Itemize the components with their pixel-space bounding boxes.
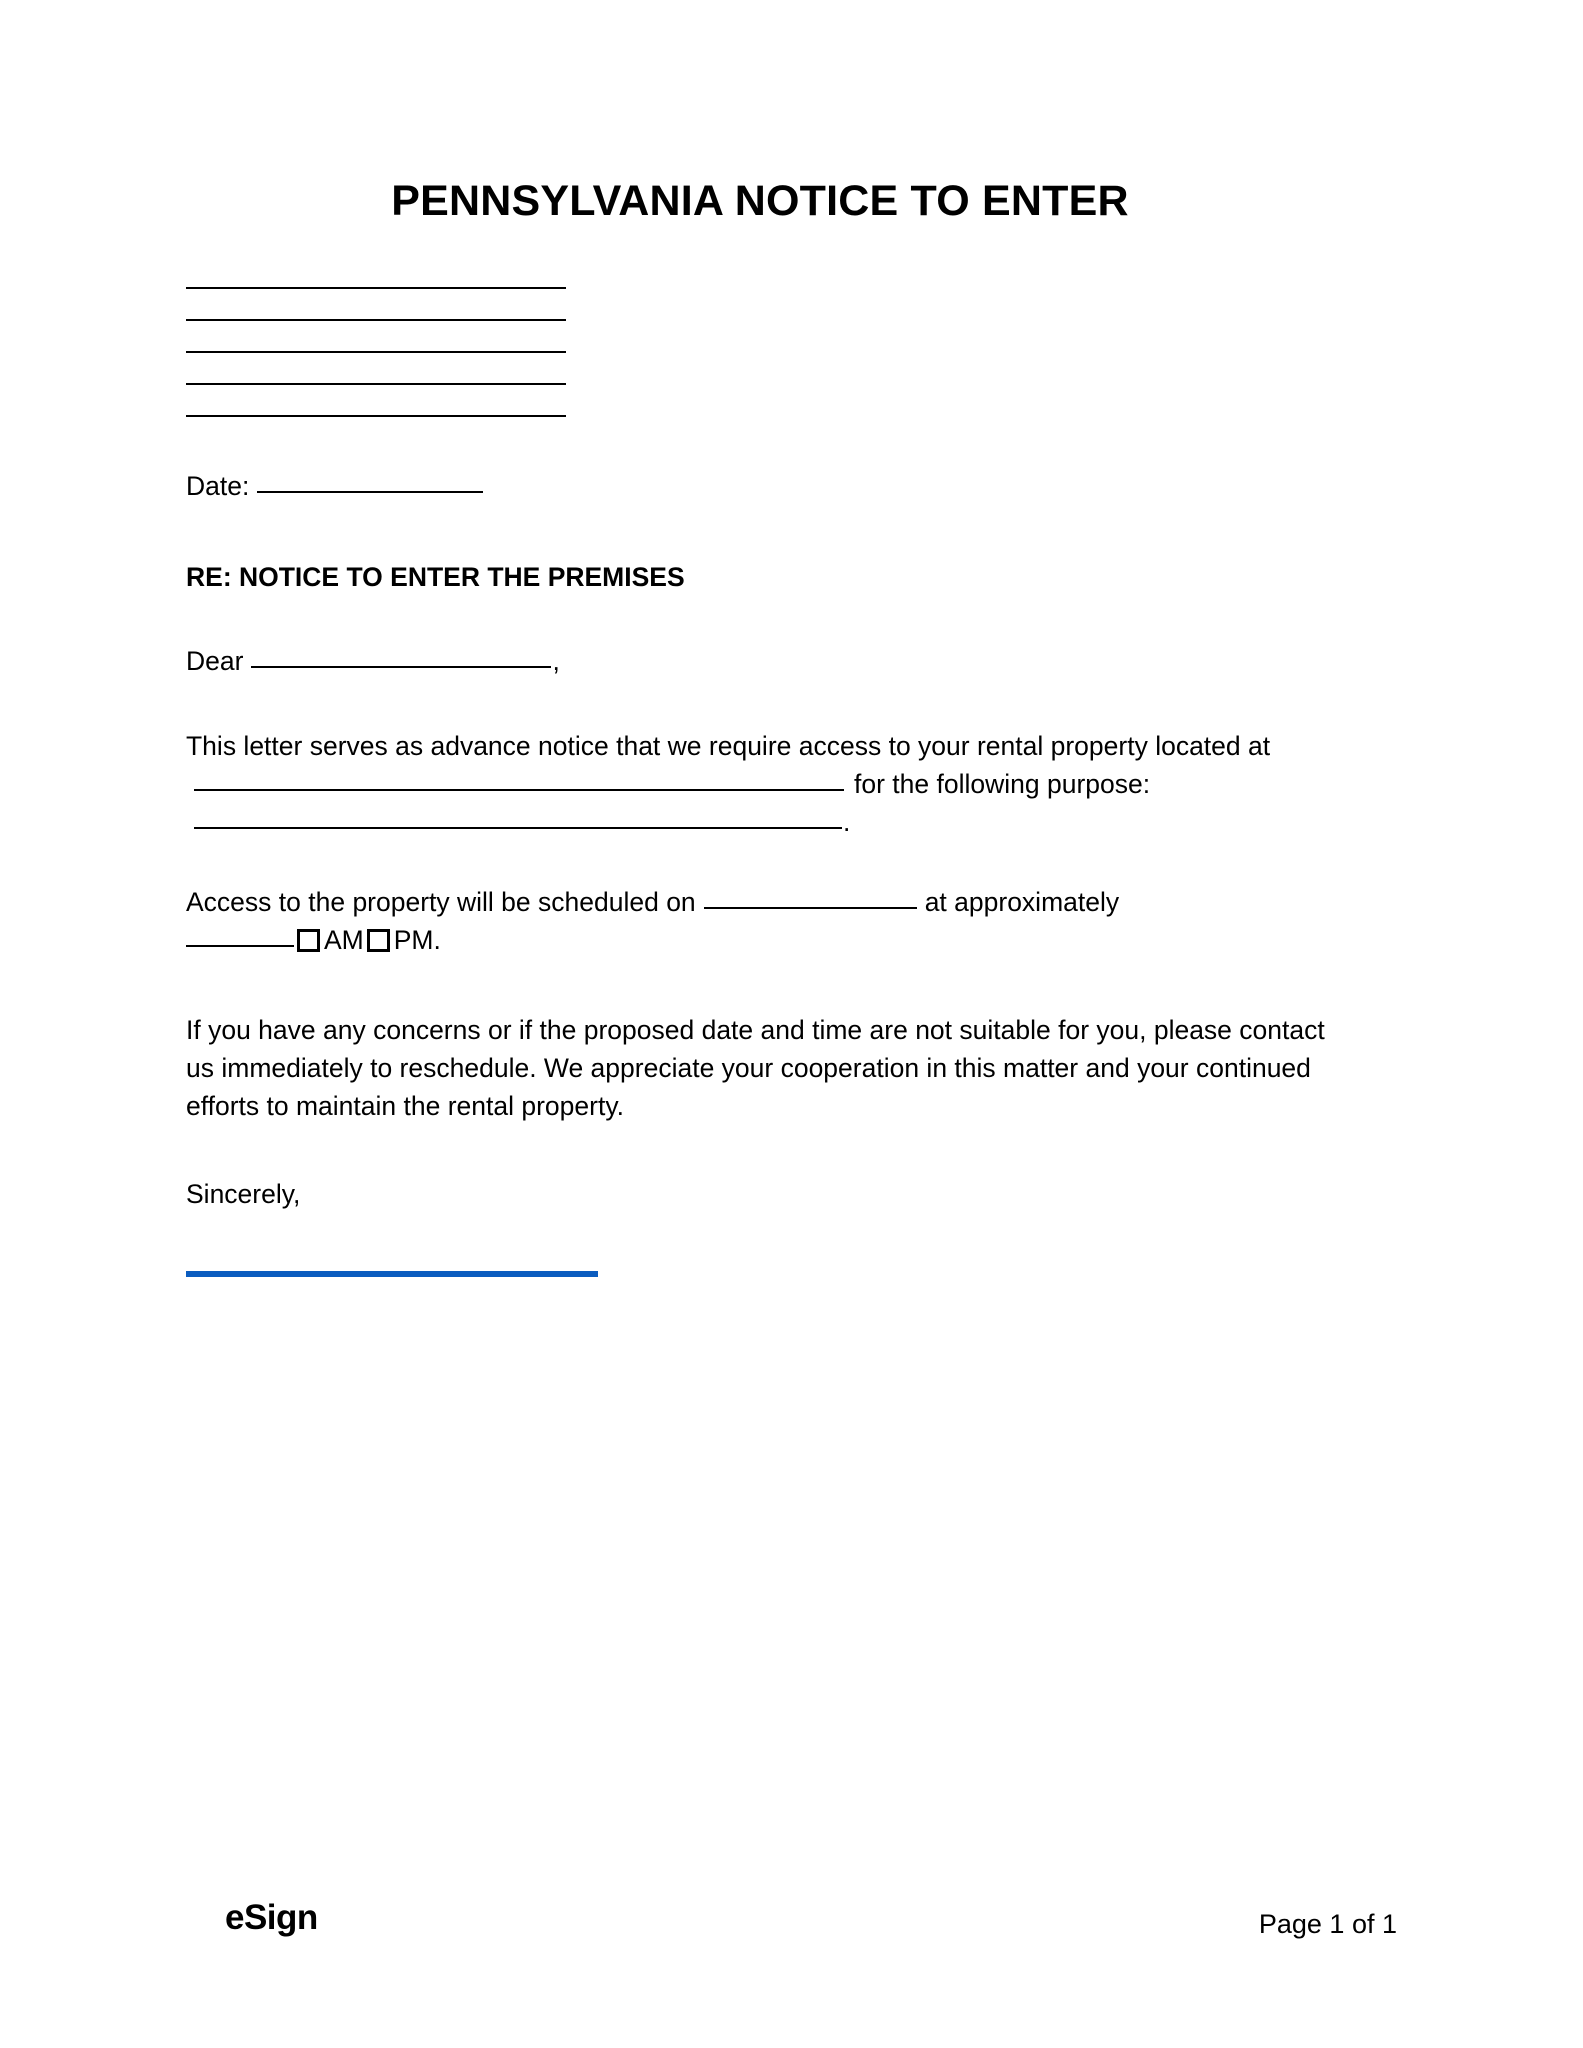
notice-text-1: This letter serves as advance notice that we require access to your rental property located at [186, 731, 1271, 762]
am-label: AM [324, 925, 364, 956]
document-body [186, 0, 1334, 1277]
recipient-name-input[interactable] [251, 666, 551, 668]
am-checkbox[interactable] [297, 929, 320, 952]
schedule-text-2: at approximately [924, 887, 1120, 918]
re-subject-heading: RE: NOTICE TO ENTER THE PREMISES [186, 562, 685, 593]
closing-paragraph: If you have any concerns or if the proposed date and time are not suitable for you, please contact us immediately to reschedule. We appreciate your cooperation in this matter and your continued efforts to maintain the rental property. [186, 1015, 1325, 1122]
address-line-3[interactable] [186, 351, 566, 353]
notice-text-3: . [843, 807, 851, 838]
salutation-row [186, 642, 1334, 680]
purpose-input[interactable] [194, 827, 842, 829]
signature-field[interactable] [186, 1271, 598, 1277]
sign-off-text: Sincerely, [186, 1179, 301, 1210]
date-row [186, 467, 1334, 505]
property-address-input[interactable] [194, 789, 844, 791]
pm-label: PM. [393, 925, 441, 956]
salutation-prefix: Dear [186, 646, 244, 677]
page-footer [0, 1896, 1583, 1966]
address-line-2[interactable] [186, 319, 566, 321]
esign-logo: eSign [225, 1898, 318, 1937]
address-line-4[interactable] [186, 383, 566, 385]
address-line-1[interactable] [186, 287, 566, 289]
schedule-paragraph [186, 883, 1334, 959]
notice-paragraph [186, 727, 1334, 841]
sender-address-block [186, 287, 1334, 417]
address-line-5[interactable] [186, 415, 566, 417]
pm-checkbox[interactable] [367, 929, 390, 952]
salutation-suffix: , [552, 646, 560, 677]
schedule-text-1: Access to the property will be scheduled on [186, 887, 696, 918]
notice-text-2: for the following purpose: [854, 769, 1151, 800]
page-indicator: Page 1 of 1 [1258, 1909, 1397, 1939]
page-title: PENNSYLVANIA NOTICE TO ENTER [391, 177, 1129, 225]
schedule-time-input[interactable] [186, 945, 294, 947]
schedule-date-input[interactable] [704, 907, 917, 909]
date-input[interactable] [257, 491, 483, 493]
date-label: Date: [186, 471, 250, 502]
